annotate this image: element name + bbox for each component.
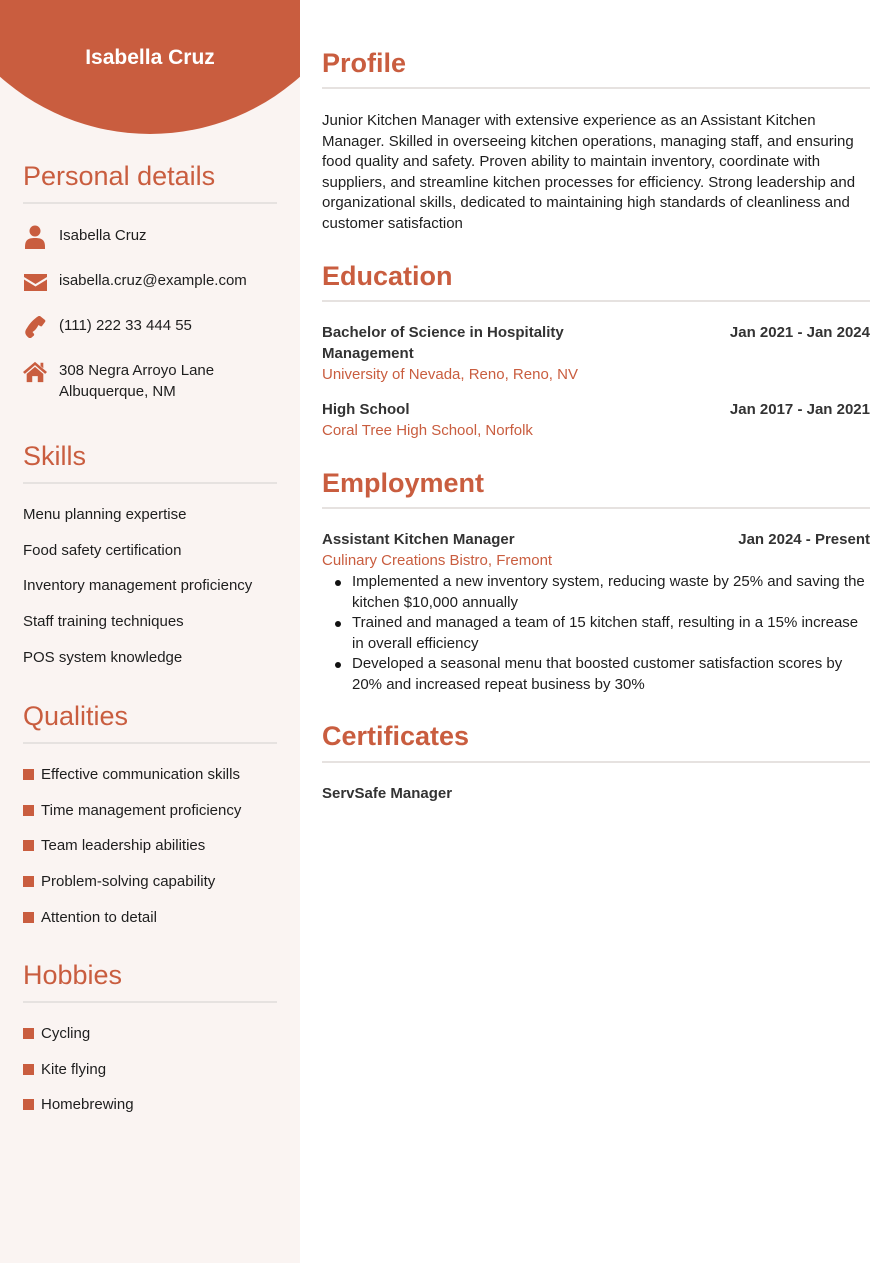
section-title-education: Education: [322, 261, 453, 291]
personal-address: 308 Negra Arroyo Lane Albuquerque, NM: [59, 362, 215, 400]
square-bullet-icon: [23, 805, 34, 816]
section-divider: [23, 482, 277, 484]
achievement-item: Implemented a new inventory system, reducing waste by 25% and saving the kitchen $10,000 annually: [322, 572, 870, 613]
square-bullet-icon: [23, 840, 34, 851]
personal-email-row: [23, 271, 247, 293]
skills-section: [23, 440, 277, 666]
square-bullet-icon: [23, 876, 34, 887]
section-divider: [23, 1001, 277, 1003]
envelope-icon: [23, 271, 47, 293]
hobby-item: Homebrewing: [23, 1096, 134, 1113]
section-title-qualities: Qualities: [23, 701, 129, 731]
square-bullet-icon: [23, 769, 34, 780]
personal-details-section: [23, 160, 277, 400]
person-icon: [23, 226, 47, 248]
skill-item: Inventory management proficiency: [23, 577, 253, 594]
section-title-hobbies: Hobbies: [23, 960, 123, 990]
section-title-personal: Personal details: [23, 161, 216, 191]
education-school: Coral Tree High School, Norfolk: [322, 422, 533, 439]
personal-phone[interactable]: (111) 222 33 444 55: [59, 317, 192, 334]
section-title-certificates: Certificates: [322, 721, 470, 751]
section-divider: [322, 87, 870, 89]
skill-item: Staff training techniques: [23, 613, 184, 630]
certificate-item: ServSafe Manager: [322, 785, 453, 802]
sidebar: [0, 0, 300, 1263]
quality-item: Effective communication skills: [23, 766, 240, 783]
profile-text: Junior Kitchen Manager with extensive experience as an Assistant Kitchen Manager. Skilled in overseeing kitchen operations, managing staff, and ensuring food quality and safety. Proven ability to maintain inventory, coordinate with suppliers, and streamline kitchen processes for efficiency. Strong leadership and organizational skills, dedicated to maintaining high standards of cleanliness and customer satisfaction: [322, 112, 856, 232]
education-dates: Jan 2017 - Jan 2021: [729, 401, 870, 418]
section-divider: [23, 742, 277, 744]
skill-item: Food safety certification: [23, 542, 182, 559]
quality-item: Problem-solving capability: [23, 873, 215, 890]
personal-phone-row: [23, 316, 192, 338]
hobbies-section: [23, 959, 277, 1113]
education-degree: High School: [322, 401, 410, 418]
section-divider: [322, 507, 870, 509]
employment-role: Assistant Kitchen Manager: [322, 531, 515, 548]
home-icon: [23, 361, 47, 383]
skill-item: Menu planning expertise: [23, 506, 187, 523]
hobby-item: Cycling: [23, 1025, 90, 1042]
employment-company: Culinary Creations Bistro, Fremont: [322, 552, 553, 569]
section-title-employment: Employment: [322, 468, 485, 498]
personal-address-row: [23, 361, 214, 402]
employment-achievements: [322, 572, 870, 695]
section-title-skills: Skills: [23, 441, 87, 471]
education-school: University of Nevada, Reno, Reno, NV: [322, 366, 578, 383]
employment-dates: Jan 2024 - Present: [738, 531, 870, 548]
header-name: Isabella Cruz: [85, 46, 215, 69]
section-divider: [322, 300, 870, 302]
personal-email[interactable]: isabella.cruz@example.com: [59, 272, 247, 289]
qualities-section: [23, 700, 277, 926]
square-bullet-icon: [23, 1028, 34, 1039]
personal-name-row: [23, 226, 147, 248]
education-dates: Jan 2021 - Jan 2024: [729, 324, 870, 341]
square-bullet-icon: [23, 1064, 34, 1075]
section-title-profile: Profile: [322, 48, 407, 78]
section-divider: [322, 761, 870, 763]
quality-item: Time management proficiency: [23, 802, 241, 819]
achievement-item: Trained and managed a team of 15 kitchen staff, resulting in a 15% increase in overall efficiency: [322, 613, 870, 654]
achievement-item: Developed a seasonal menu that boosted customer satisfaction scores by 20% and increased repeat business by 30%: [322, 654, 870, 695]
quality-item: Team leadership abilities: [23, 837, 205, 854]
hobby-item: Kite flying: [23, 1061, 106, 1078]
section-divider: [23, 202, 277, 204]
square-bullet-icon: [23, 912, 34, 923]
quality-item: Attention to detail: [23, 909, 157, 926]
education-degree: Bachelor of Science in Hospitality Management: [322, 324, 564, 362]
square-bullet-icon: [23, 1099, 34, 1110]
personal-name: Isabella Cruz: [59, 227, 147, 244]
skill-item: POS system knowledge: [23, 649, 183, 666]
phone-icon: [23, 316, 47, 338]
